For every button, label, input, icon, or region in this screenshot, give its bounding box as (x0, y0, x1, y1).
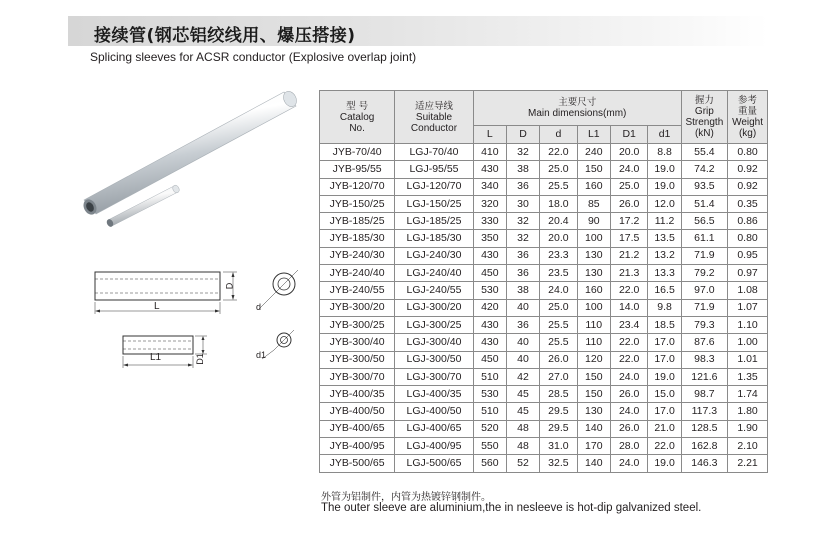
table-row (320, 265, 768, 282)
table-cell: 40 (506, 334, 539, 351)
table-cell: 2.21 (728, 455, 768, 472)
table-cell: LGJ-400/50 (395, 403, 474, 420)
page-title: 接续管(钢芯铝绞线用、爆压搭接) (94, 26, 356, 46)
table-cell: JYB-185/30 (320, 230, 395, 247)
table-cell: LGJ-400/65 (395, 420, 474, 437)
table-row (320, 161, 768, 178)
table-cell: 26.0 (610, 195, 648, 212)
table-cell: 32.5 (540, 455, 578, 472)
table-cell: 25.0 (540, 299, 578, 316)
table-cell: 130 (577, 247, 610, 264)
table-cell: JYB-185/25 (320, 213, 395, 230)
table-cell: 61.1 (681, 230, 727, 247)
table-cell: 430 (473, 247, 506, 264)
table-cell: 0.80 (728, 144, 768, 161)
dim-d-label: d (256, 302, 262, 312)
table-cell: 31.0 (540, 438, 578, 455)
dim-d1-label: d1 (256, 350, 267, 360)
table-cell: JYB-300/70 (320, 368, 395, 385)
table-cell: JYB-300/50 (320, 351, 395, 368)
table-cell: 79.3 (681, 316, 727, 333)
dim-D1-label: D1 (194, 353, 205, 365)
table-cell: 20.0 (610, 144, 648, 161)
table-cell: 530 (473, 282, 506, 299)
table-row (320, 213, 768, 230)
table-cell: 52 (506, 455, 539, 472)
table-cell: 79.2 (681, 265, 727, 282)
table-cell: 140 (577, 420, 610, 437)
table-row (320, 282, 768, 299)
table-cell: 240 (577, 144, 610, 161)
table-cell: 87.6 (681, 334, 727, 351)
table-row (320, 247, 768, 264)
table-cell: 1.01 (728, 351, 768, 368)
table-cell: 110 (577, 316, 610, 333)
table-cell: 25.5 (540, 316, 578, 333)
table-cell: 117.3 (681, 403, 727, 420)
table-cell: LGJ-185/30 (395, 230, 474, 247)
table-cell: 330 (473, 213, 506, 230)
table-cell: 430 (473, 161, 506, 178)
header-D: D (506, 126, 539, 144)
table-cell: 20.0 (540, 230, 578, 247)
table-cell: 0.35 (728, 195, 768, 212)
dim-L-label: L (154, 301, 160, 312)
page-subtitle: Splicing sleeves for ACSR conductor (Explosive overlap joint) (90, 50, 417, 64)
table-cell: 1.07 (728, 299, 768, 316)
table-cell: 71.9 (681, 247, 727, 264)
table-cell: 23.4 (610, 316, 648, 333)
table-cell: 24.0 (610, 161, 648, 178)
table-cell: 93.5 (681, 178, 727, 195)
table-cell: 0.92 (728, 161, 768, 178)
table-cell: LGJ-240/30 (395, 247, 474, 264)
table-cell: 36 (506, 178, 539, 195)
table-row (320, 230, 768, 247)
table-cell: 13.3 (648, 265, 681, 282)
table-cell: 1.74 (728, 386, 768, 403)
table-cell: JYB-400/35 (320, 386, 395, 403)
outer-sleeve-drawing (85, 262, 245, 322)
header-D1: D1 (610, 126, 648, 144)
table-cell: 19.0 (648, 368, 681, 385)
table-cell: 22.0 (610, 334, 648, 351)
table-cell: LGJ-70/40 (395, 144, 474, 161)
table-row (320, 334, 768, 351)
table-cell: 22.0 (648, 438, 681, 455)
table-cell: 29.5 (540, 420, 578, 437)
table-cell: 120 (577, 351, 610, 368)
table-cell: 18.0 (540, 195, 578, 212)
table-cell: 150 (577, 161, 610, 178)
table-cell: 26.0 (610, 386, 648, 403)
table-cell: JYB-240/40 (320, 265, 395, 282)
table-cell: 24.0 (610, 455, 648, 472)
table-cell: 146.3 (681, 455, 727, 472)
table-row (320, 368, 768, 385)
table-cell: 320 (473, 195, 506, 212)
table-cell: 1.00 (728, 334, 768, 351)
table-cell: LGJ-300/25 (395, 316, 474, 333)
table-cell: 510 (473, 368, 506, 385)
table-cell: LGJ-400/95 (395, 438, 474, 455)
table-cell: JYB-70/40 (320, 144, 395, 161)
table-cell: 22.0 (610, 351, 648, 368)
outer-sleeve (84, 92, 296, 214)
note-en: The outer sleeve are aluminium,the in nesleeve is hot-dip galvanized steel. (321, 502, 702, 514)
table-cell: JYB-240/30 (320, 247, 395, 264)
table-cell: 30 (506, 195, 539, 212)
table-row (320, 299, 768, 316)
table-cell: JYB-400/65 (320, 420, 395, 437)
table-cell: 71.9 (681, 299, 727, 316)
table-cell: 26.0 (540, 351, 578, 368)
inner-sleeve-section (252, 325, 302, 370)
table-cell: 42 (506, 368, 539, 385)
table-cell: LGJ-120/70 (395, 178, 474, 195)
table-row (320, 316, 768, 333)
table-cell: 51.4 (681, 195, 727, 212)
table-cell: 140 (577, 455, 610, 472)
table-cell: 40 (506, 351, 539, 368)
table-cell: 21.3 (610, 265, 648, 282)
table-cell: 160 (577, 178, 610, 195)
table-cell: 510 (473, 403, 506, 420)
table-cell: 22.0 (610, 282, 648, 299)
table-cell: 19.0 (648, 455, 681, 472)
table-cell: LGJ-300/70 (395, 368, 474, 385)
table-cell: 23.5 (540, 265, 578, 282)
table-cell: 130 (577, 265, 610, 282)
table-cell: 15.0 (648, 386, 681, 403)
header-weight: 参考 重量 Weight (kg) (728, 91, 768, 144)
header-d1: d1 (648, 126, 681, 144)
header-d: d (540, 126, 578, 144)
table-cell: 32 (506, 213, 539, 230)
table-cell: 23.3 (540, 247, 578, 264)
table-cell: 0.80 (728, 230, 768, 247)
table-cell: 36 (506, 265, 539, 282)
table-cell: 100 (577, 299, 610, 316)
table-cell: 17.5 (610, 230, 648, 247)
table-cell: 150 (577, 386, 610, 403)
header-main-dimensions: 主要尺寸 Main dimensions(mm) (473, 91, 681, 126)
header-L: L (473, 126, 506, 144)
table-cell: 16.5 (648, 282, 681, 299)
table-cell: 530 (473, 386, 506, 403)
table-cell: 26.0 (610, 420, 648, 437)
table-cell: LGJ-300/40 (395, 334, 474, 351)
table-cell: 38 (506, 282, 539, 299)
table-cell: 100 (577, 230, 610, 247)
table-cell: 340 (473, 178, 506, 195)
table-cell: 160 (577, 282, 610, 299)
table-cell: 22.0 (540, 144, 578, 161)
table-cell: 1.90 (728, 420, 768, 437)
table-cell: LGJ-95/55 (395, 161, 474, 178)
table-cell: JYB-300/40 (320, 334, 395, 351)
table-cell: 520 (473, 420, 506, 437)
table-cell: LGJ-300/20 (395, 299, 474, 316)
table-cell: 170 (577, 438, 610, 455)
table-cell: 19.0 (648, 161, 681, 178)
table-cell: 162.8 (681, 438, 727, 455)
table-cell: LGJ-500/65 (395, 455, 474, 472)
table-row (320, 351, 768, 368)
table-cell: 110 (577, 334, 610, 351)
table-cell: 410 (473, 144, 506, 161)
table-cell: 40 (506, 299, 539, 316)
table-cell: 8.8 (648, 144, 681, 161)
table-cell: 0.92 (728, 178, 768, 195)
table-cell: 17.0 (648, 334, 681, 351)
table-cell: 29.5 (540, 403, 578, 420)
table-cell: 32 (506, 230, 539, 247)
table-cell: JYB-400/50 (320, 403, 395, 420)
table-cell: 17.0 (648, 351, 681, 368)
table-cell: JYB-120/70 (320, 178, 395, 195)
table-cell: 36 (506, 247, 539, 264)
table-cell: 55.4 (681, 144, 727, 161)
header-catalog: 型 号 Catalog No. (320, 91, 395, 144)
table-cell: 45 (506, 403, 539, 420)
table-cell: 85 (577, 195, 610, 212)
product-photo (70, 88, 310, 248)
table-cell: LGJ-240/40 (395, 265, 474, 282)
table-cell: 350 (473, 230, 506, 247)
table-cell: 1.35 (728, 368, 768, 385)
table-cell: 56.5 (681, 213, 727, 230)
table-cell: 24.0 (610, 403, 648, 420)
table-cell: 121.6 (681, 368, 727, 385)
table-cell: 25.5 (540, 334, 578, 351)
table-cell: 48 (506, 420, 539, 437)
table-cell: 98.3 (681, 351, 727, 368)
table-cell: 430 (473, 316, 506, 333)
table-cell: 128.5 (681, 420, 727, 437)
table-cell: 450 (473, 265, 506, 282)
table-cell: 420 (473, 299, 506, 316)
table-cell: 25.0 (540, 161, 578, 178)
table-cell: 38 (506, 161, 539, 178)
table-cell: 27.0 (540, 368, 578, 385)
table-cell: 2.10 (728, 438, 768, 455)
table-cell: 11.2 (648, 213, 681, 230)
table-cell: LGJ-240/55 (395, 282, 474, 299)
table-row (320, 420, 768, 437)
table-cell: 25.0 (610, 178, 648, 195)
table-cell: 1.80 (728, 403, 768, 420)
table-cell: 12.0 (648, 195, 681, 212)
table-cell: 14.0 (610, 299, 648, 316)
spec-table-body (320, 144, 768, 473)
table-cell: 550 (473, 438, 506, 455)
table-cell: 13.2 (648, 247, 681, 264)
table-cell: 24.0 (540, 282, 578, 299)
table-cell: 0.97 (728, 265, 768, 282)
table-row (320, 178, 768, 195)
table-cell: 28.5 (540, 386, 578, 403)
table-cell: JYB-150/25 (320, 195, 395, 212)
table-cell: 0.95 (728, 247, 768, 264)
spec-table (319, 90, 768, 473)
table-cell: 24.0 (610, 368, 648, 385)
header-L1: L1 (577, 126, 610, 144)
table-cell: 20.4 (540, 213, 578, 230)
table-cell: LGJ-150/25 (395, 195, 474, 212)
table-cell: 45 (506, 386, 539, 403)
table-cell: 13.5 (648, 230, 681, 247)
table-cell: 21.2 (610, 247, 648, 264)
table-cell: JYB-400/95 (320, 438, 395, 455)
table-cell: LGJ-185/25 (395, 213, 474, 230)
dim-L1-label: L1 (150, 352, 162, 363)
table-cell: 0.86 (728, 213, 768, 230)
note-cn: 外管为铝制件，内管为热镀锌钢制件。 (321, 492, 491, 503)
table-row (320, 438, 768, 455)
table-cell: 97.0 (681, 282, 727, 299)
table-row (320, 386, 768, 403)
table-row (320, 455, 768, 472)
table-cell: LGJ-300/50 (395, 351, 474, 368)
table-cell: 48 (506, 438, 539, 455)
table-cell: JYB-240/55 (320, 282, 395, 299)
table-cell: LGJ-400/35 (395, 386, 474, 403)
table-cell: 450 (473, 351, 506, 368)
table-cell: 32 (506, 144, 539, 161)
table-cell: 9.8 (648, 299, 681, 316)
table-cell: 18.5 (648, 316, 681, 333)
table-cell: 90 (577, 213, 610, 230)
table-cell: JYB-500/65 (320, 455, 395, 472)
table-cell: 130 (577, 403, 610, 420)
header-grip: 握力 Grip Strength (kN) (681, 91, 727, 144)
table-cell: 560 (473, 455, 506, 472)
table-cell: 150 (577, 368, 610, 385)
table-cell: JYB-300/25 (320, 316, 395, 333)
table-cell: 19.0 (648, 178, 681, 195)
table-cell: 1.10 (728, 316, 768, 333)
table-cell: 36 (506, 316, 539, 333)
table-row (320, 144, 768, 161)
table-cell: 28.0 (610, 438, 648, 455)
table-cell: 1.08 (728, 282, 768, 299)
table-cell: 430 (473, 334, 506, 351)
table-cell: JYB-300/20 (320, 299, 395, 316)
header-conductor: 适应导线 Suitable Conductor (395, 91, 474, 144)
table-cell: 17.2 (610, 213, 648, 230)
table-row (320, 195, 768, 212)
table-cell: 25.5 (540, 178, 578, 195)
dim-D-label: D (224, 282, 235, 290)
table-cell: JYB-95/55 (320, 161, 395, 178)
table-row (320, 403, 768, 420)
table-cell: 74.2 (681, 161, 727, 178)
table-cell: 17.0 (648, 403, 681, 420)
table-cell: 98.7 (681, 386, 727, 403)
table-cell: 21.0 (648, 420, 681, 437)
